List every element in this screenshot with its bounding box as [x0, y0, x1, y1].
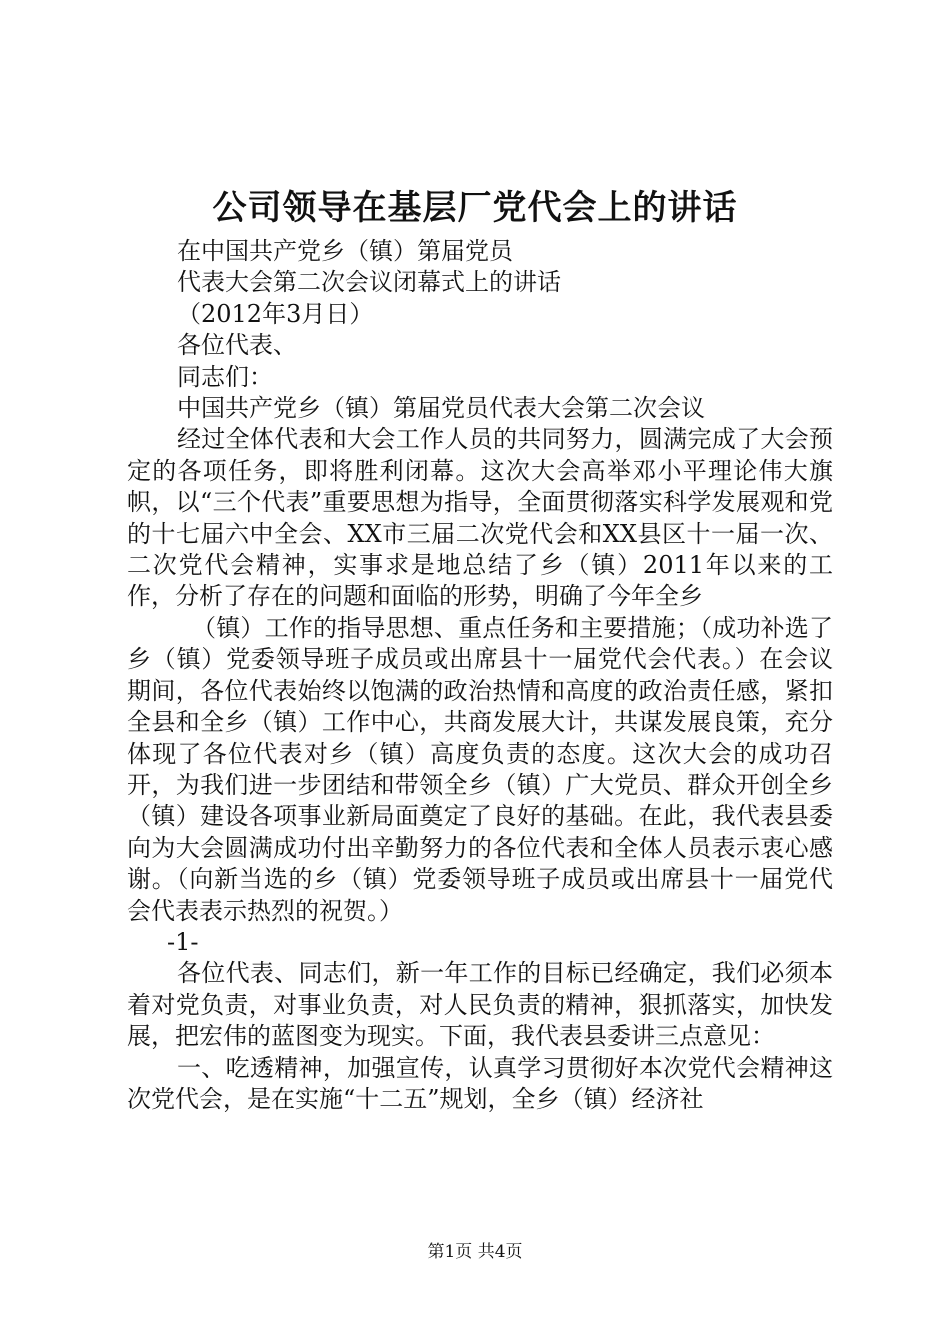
salutation-line: 同志们： — [177, 362, 273, 391]
paragraph: 各位代表、同志们，新一年工作的目标已经确定，我们必须本着对党负责，对事业负责，对人民负责的精神，狠抓落实，加快发展，把宏伟的蓝图变为现实。下面，我代表县委讲三点意见： — [127, 959, 833, 1051]
paragraph: 经过全体代表和大会工作人员的共同努力，圆满完成了大会预定的各项任务，即将胜利闭幕。这次大会高举邓小平理论伟大旗帜，以“三个代表”重要思想为指导，全面贯彻落实科学发展观和党的十七届六中全会、XX市三届二次党代会和XX县区十一届一次、二次党代会精神，实事求是地总结了乡（镇）2011年以来的工作，分析了存在的问题和面临的形势，明确了今年全乡 — [127, 425, 833, 611]
paragraph: （镇）工作的指导思想、重点任务和主要措施；（成功补选了乡（镇）党委领导班子成员或出席县十一届党代会代表。）在会议期间，各位代表始终以饱满的政治热情和高度的政治责任感，紧扣全县和全乡（镇）工作中心，共商发展大计，共谋发展良策，充分体现了各位代表对乡（镇）高度负责的态度。这次大会的成功召开，为我们进一步团结和带领全乡（镇）广大党员、群众开创全乡（镇）建设各项事业新局面奠定了良好的基础。在此，我代表县委向为大会圆满成功付出辛勤努力的各位代表和全体人员表示衷心感谢。（向新当选的乡（镇）党委领导班子成员或出席县十一届党代会代表表示热烈的祝贺。） — [127, 613, 833, 925]
paragraph: 一、吃透精神，加强宣传，认真学习贯彻好本次党代会精神这次党代会，是在实施“十二五”规划，全乡（镇）经济社 — [127, 1053, 833, 1113]
document-title: 公司领导在基层厂党代会上的讲话 — [212, 188, 738, 228]
date-line: （2012年3月日） — [177, 299, 374, 328]
inline-page-number: -1- — [167, 927, 199, 956]
salutation-line: 各位代表、 — [177, 331, 297, 360]
page-footer: 第1页 共4页 — [427, 1242, 523, 1262]
meeting-name-line: 中国共产党乡（镇）第届党员代表大会第二次会议 — [177, 394, 705, 423]
heading-line: 在中国共产党乡（镇）第届党员 — [177, 237, 513, 265]
document-body — [127, 236, 833, 1115]
heading-line: 代表大会第二次会议闭幕式上的讲话 — [177, 268, 561, 297]
